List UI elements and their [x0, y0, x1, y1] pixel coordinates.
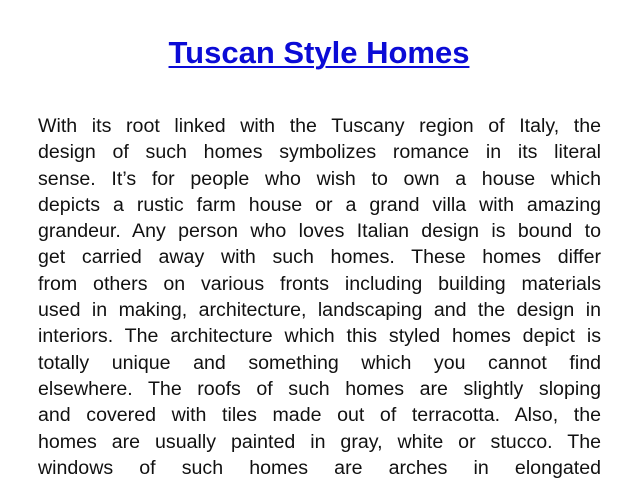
body-line: design of such homes symbolizes romance in its literal — [38, 141, 601, 164]
page-title: Tuscan Style Homes — [168, 35, 470, 70]
body-line: With its root linked with the Tuscany region of Italy, the — [38, 115, 601, 137]
body-line: sense. It’s for people who wish to own a house which — [38, 167, 601, 190]
body-line: from others on various fronts including building materials — [38, 272, 601, 295]
body-line: depicts a rustic farm house or a grand villa with amazing — [38, 193, 601, 216]
body-line: homes are usually painted in gray, white or stucco. The — [38, 430, 601, 453]
body-line: totally unique and something which you cannot find — [38, 351, 601, 374]
body-line: get carried away with such homes. These homes differ — [38, 246, 601, 269]
body-paragraph — [38, 113, 601, 479]
body-line: windows of such homes are arches in elongated — [38, 456, 601, 479]
body-line: used in making, architecture, landscaping and the design in — [38, 299, 601, 322]
body-line: and covered with tiles made out of terracotta. Also, the — [38, 404, 601, 427]
body-line: interiors. The architecture which this styled homes depict is — [38, 325, 601, 348]
body-line: grandeur. Any person who loves Italian design is bound to — [38, 220, 601, 243]
body-line: elsewhere. The roofs of such homes are slightly sloping — [38, 377, 601, 400]
